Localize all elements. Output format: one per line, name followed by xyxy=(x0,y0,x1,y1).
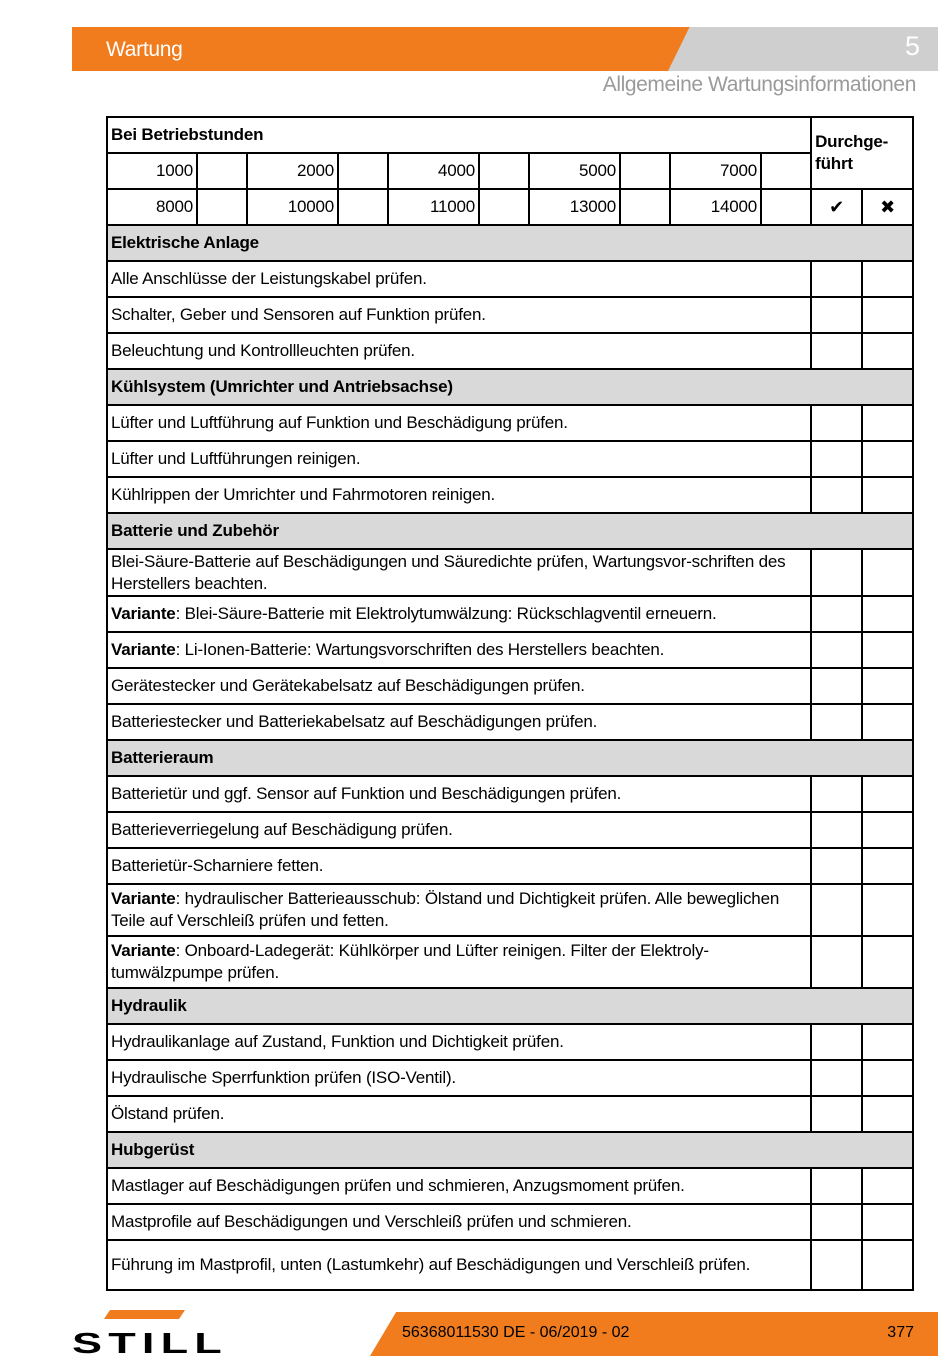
not-done-checkbox[interactable] xyxy=(862,261,913,297)
not-done-checkbox[interactable] xyxy=(862,297,913,333)
done-checkbox[interactable] xyxy=(811,1204,862,1240)
task-row xyxy=(107,776,913,812)
still-logo xyxy=(70,1310,230,1360)
page-title: Wartung xyxy=(106,38,183,61)
done-checkbox[interactable] xyxy=(811,441,862,477)
not-done-checkbox[interactable] xyxy=(862,1096,913,1132)
not-done-checkbox[interactable] xyxy=(862,333,913,369)
task-row xyxy=(107,333,913,369)
not-done-checkbox[interactable] xyxy=(862,668,913,704)
hours-row-2 xyxy=(107,189,913,225)
task-text xyxy=(107,936,811,988)
task-text xyxy=(107,477,811,513)
section-row xyxy=(107,369,913,405)
done-checkbox[interactable] xyxy=(811,1024,862,1060)
chapter-number: 5 xyxy=(904,31,920,61)
task-description: Lüfter und Luftführung auf Funktion und Beschädigung prüfen. xyxy=(111,413,568,432)
task-description: Gerätestecker und Gerätekabelsatz auf Beschädigungen prüfen. xyxy=(111,676,585,695)
task-text xyxy=(107,668,811,704)
chapter-band xyxy=(668,27,938,71)
hours-checkbox[interactable] xyxy=(479,189,529,225)
task-row xyxy=(107,549,913,596)
hours-cell: 11000 xyxy=(388,189,479,225)
done-checkbox[interactable] xyxy=(811,297,862,333)
hours-checkbox[interactable] xyxy=(620,189,670,225)
task-text xyxy=(107,632,811,668)
hours-cell: 4000 xyxy=(388,153,479,189)
task-text xyxy=(107,776,811,812)
task-text xyxy=(107,297,811,333)
page-subtitle: Allgemeine Wartungsinformationen xyxy=(602,73,916,96)
done-label-line1: Durchge- xyxy=(815,132,889,151)
done-checkbox[interactable] xyxy=(811,704,862,740)
task-text xyxy=(107,441,811,477)
hours-checkbox[interactable] xyxy=(197,153,247,189)
hours-cell: 10000 xyxy=(247,189,338,225)
not-done-checkbox[interactable] xyxy=(862,812,913,848)
task-text xyxy=(107,596,811,632)
done-checkbox[interactable] xyxy=(811,333,862,369)
task-row xyxy=(107,632,913,668)
not-done-checkbox[interactable] xyxy=(862,1240,913,1290)
hours-checkbox[interactable] xyxy=(338,189,388,225)
document-number: 56368011530 DE - 06/2019 - 02 xyxy=(402,1324,630,1341)
hours-checkbox[interactable] xyxy=(620,153,670,189)
not-done-checkbox[interactable] xyxy=(862,405,913,441)
done-checkbox[interactable] xyxy=(811,596,862,632)
not-done-checkbox[interactable] xyxy=(862,1204,913,1240)
section-row xyxy=(107,225,913,261)
not-done-checkbox[interactable] xyxy=(862,936,913,988)
task-text xyxy=(107,405,811,441)
not-done-checkbox[interactable] xyxy=(862,1024,913,1060)
task-description: Beleuchtung und Kontrollleuchten prüfen. xyxy=(111,341,415,360)
done-checkbox[interactable] xyxy=(811,1240,862,1290)
hours-cell: 7000 xyxy=(670,153,761,189)
hours-checkbox[interactable] xyxy=(338,153,388,189)
done-checkbox[interactable] xyxy=(811,1168,862,1204)
section-title: Elektrische Anlage xyxy=(107,225,913,261)
task-row xyxy=(107,936,913,988)
done-checkbox[interactable] xyxy=(811,632,862,668)
task-text xyxy=(107,549,811,596)
task-row xyxy=(107,1168,913,1204)
task-row xyxy=(107,596,913,632)
hours-checkbox[interactable] xyxy=(197,189,247,225)
task-description: Hydraulikanlage auf Zustand, Funktion und Dichtigkeit prüfen. xyxy=(111,1032,564,1051)
not-done-checkbox[interactable] xyxy=(862,884,913,936)
hours-row-1 xyxy=(107,153,913,189)
done-checkbox[interactable] xyxy=(811,812,862,848)
hours-cell: 5000 xyxy=(529,153,620,189)
done-checkbox[interactable] xyxy=(811,884,862,936)
task-description: : Li-Ionen-Batterie: Wartungsvorschriften des Herstellers beachten. xyxy=(175,640,665,659)
not-done-checkbox[interactable] xyxy=(862,1060,913,1096)
task-description: Führung im Mastprofil, unten (Lastumkehr) auf Beschädigungen und Verschleiß prüfen. xyxy=(111,1255,751,1274)
task-description: Lüfter und Luftführungen reinigen. xyxy=(111,449,361,468)
task-description: : Onboard-Ladegerät: Kühlkörper und Lüfter reinigen. Filter der Elektroly-tumwälzpumpe prüfen. xyxy=(111,941,709,982)
section-title: Batterieraum xyxy=(107,740,913,776)
hours-checkbox[interactable] xyxy=(479,153,529,189)
done-checkbox[interactable] xyxy=(811,477,862,513)
task-row xyxy=(107,704,913,740)
hours-cell: 2000 xyxy=(247,153,338,189)
variant-label: Variante xyxy=(111,941,176,960)
cross-icon: ✖ xyxy=(862,189,913,225)
task-row xyxy=(107,1096,913,1132)
task-description: Mastlager auf Beschädigungen prüfen und schmieren, Anzugsmoment prüfen. xyxy=(111,1176,685,1195)
task-row xyxy=(107,1024,913,1060)
hours-cell: 8000 xyxy=(107,189,197,225)
done-column-header xyxy=(811,117,913,189)
task-row xyxy=(107,1204,913,1240)
section-title: Kühlsystem (Umrichter und Antriebsachse) xyxy=(107,369,913,405)
not-done-checkbox[interactable] xyxy=(862,776,913,812)
not-done-checkbox[interactable] xyxy=(862,704,913,740)
hours-checkbox[interactable] xyxy=(761,153,811,189)
variant-label: Variante xyxy=(111,604,176,623)
section-title: Hubgerüst xyxy=(107,1132,913,1168)
task-description: Blei-Säure-Batterie auf Beschädigungen und Säuredichte prüfen, Wartungsvor-schriften des Herstellers beachten. xyxy=(111,551,786,593)
task-description: : hydraulischer Batterieausschub: Ölstand und Dichtigkeit prüfen. Alle beweglichen Teile auf Verschleiß prüfen und fetten. xyxy=(111,889,780,930)
section-row xyxy=(107,740,913,776)
task-text xyxy=(107,1096,811,1132)
task-text xyxy=(107,1204,811,1240)
task-row xyxy=(107,812,913,848)
section-row xyxy=(107,1132,913,1168)
done-checkbox[interactable] xyxy=(811,549,862,596)
not-done-checkbox[interactable] xyxy=(862,632,913,668)
not-done-checkbox[interactable] xyxy=(862,441,913,477)
done-checkbox[interactable] xyxy=(811,261,862,297)
not-done-checkbox[interactable] xyxy=(862,596,913,632)
task-text xyxy=(107,1168,811,1204)
task-description: Batteriestecker und Batteriekabelsatz auf Beschädigungen prüfen. xyxy=(111,712,598,731)
task-text xyxy=(107,884,811,936)
not-done-checkbox[interactable] xyxy=(862,477,913,513)
done-checkbox[interactable] xyxy=(811,848,862,884)
done-checkbox[interactable] xyxy=(811,1096,862,1132)
section-row xyxy=(107,988,913,1024)
done-checkbox[interactable] xyxy=(811,668,862,704)
task-row xyxy=(107,441,913,477)
task-row xyxy=(107,477,913,513)
done-checkbox[interactable] xyxy=(811,1060,862,1096)
svg-text:STILL: STILL xyxy=(72,1328,228,1360)
not-done-checkbox[interactable] xyxy=(862,1168,913,1204)
task-text xyxy=(107,261,811,297)
hours-checkbox[interactable] xyxy=(761,189,811,225)
task-description: Ölstand prüfen. xyxy=(111,1104,225,1123)
done-label-line2: führt xyxy=(815,154,853,173)
task-row xyxy=(107,1060,913,1096)
task-text xyxy=(107,812,811,848)
not-done-checkbox[interactable] xyxy=(862,549,913,596)
task-text xyxy=(107,1240,811,1290)
task-text xyxy=(107,1024,811,1060)
task-text xyxy=(107,848,811,884)
page-number: 377 xyxy=(887,1324,914,1341)
task-description: Mastprofile auf Beschädigungen und Verschleiß prüfen und schmieren. xyxy=(111,1212,632,1231)
task-description: Hydraulische Sperrfunktion prüfen (ISO-Ventil). xyxy=(111,1068,456,1087)
task-description: : Blei-Säure-Batterie mit Elektrolytumwälzung: Rückschlagventil erneuern. xyxy=(175,604,717,623)
hours-cell: 1000 xyxy=(107,153,197,189)
done-checkbox[interactable] xyxy=(811,776,862,812)
task-row xyxy=(107,668,913,704)
task-description: Batterietür-Scharniere fetten. xyxy=(111,856,324,875)
task-row xyxy=(107,884,913,936)
done-checkbox[interactable] xyxy=(811,936,862,988)
task-description: Kühlrippen der Umrichter und Fahrmotoren reinigen. xyxy=(111,485,496,504)
variant-label: Variante xyxy=(111,640,176,659)
section-title: Batterie und Zubehör xyxy=(107,513,913,549)
task-text xyxy=(107,333,811,369)
task-description: Schalter, Geber und Sensoren auf Funktion prüfen. xyxy=(111,305,486,324)
task-row xyxy=(107,848,913,884)
task-row xyxy=(107,261,913,297)
task-row xyxy=(107,297,913,333)
not-done-checkbox[interactable] xyxy=(862,848,913,884)
hours-cell: 14000 xyxy=(670,189,761,225)
done-checkbox[interactable] xyxy=(811,405,862,441)
section-row xyxy=(107,513,913,549)
operating-hours-caption: Bei Betriebstunden xyxy=(107,117,811,153)
task-text xyxy=(107,704,811,740)
variant-label: Variante xyxy=(111,889,176,908)
task-text xyxy=(107,1060,811,1096)
section-title: Hydraulik xyxy=(107,988,913,1024)
task-row xyxy=(107,1240,913,1290)
task-row xyxy=(107,405,913,441)
task-description: Batterieverriegelung auf Beschädigung prüfen. xyxy=(111,820,453,839)
checkmark-icon: ✔ xyxy=(811,189,862,225)
task-description: Batterietür und ggf. Sensor auf Funktion und Beschädigungen prüfen. xyxy=(111,784,622,803)
task-description: Alle Anschlüsse der Leistungskabel prüfen. xyxy=(111,269,427,288)
maintenance-table xyxy=(106,116,914,1291)
hours-cell: 13000 xyxy=(529,189,620,225)
